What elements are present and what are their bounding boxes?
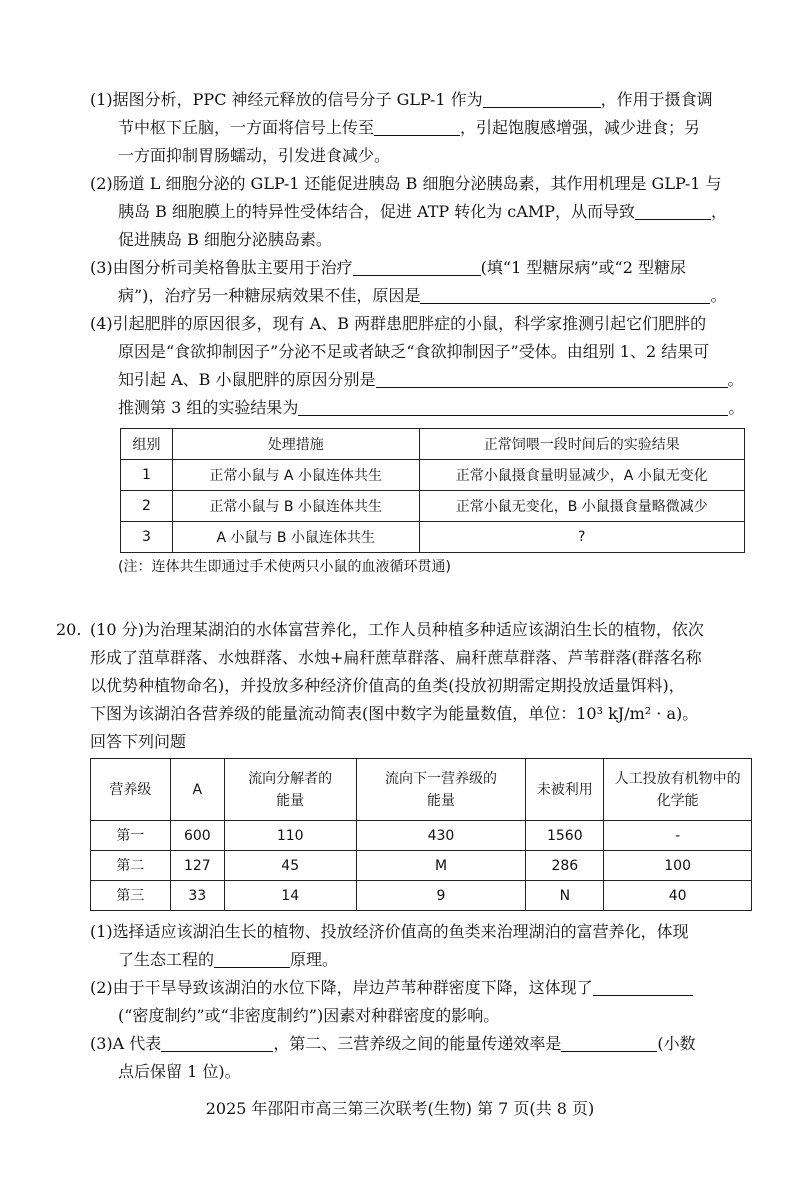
q1-part2-line2: 胰岛 B 细胞膜上的特异性受体结合，促进 ATP 转化为 cAMP，从而导致 ，: [118, 202, 727, 221]
q20-part2-line2: (“密度制约”或“非密度制约”)因素对种群密度的影响。: [118, 1006, 500, 1025]
table-cell: 1560: [526, 821, 604, 851]
table-cell: 430: [356, 821, 526, 851]
q1-part1-line1: (1)据图分析，PPC 神经元释放的信号分子 GLP-1 作为 ，作用于摄食调: [90, 90, 713, 109]
table-header-cell: 正常饲喂一段时间后的实验结果: [419, 429, 745, 460]
q1-part1-line3: 一方面抑制胃肠蠕动，引发进食减少。: [118, 146, 391, 165]
table-header-row: [121, 429, 745, 460]
q1-part4-line1: (4)引起肥胖的原因很多，现有 A、B 两群患肥胖症的小鼠，科学家推测引起它们肥胖的: [90, 314, 707, 333]
table-cell: 45: [224, 851, 356, 881]
table-cell: A 小鼠与 B 小鼠连体共生: [172, 522, 419, 553]
q1-part2-line3: 促进胰岛 B 细胞分泌胰岛素。: [118, 230, 332, 249]
table-cell: 600: [170, 821, 224, 851]
q20-line2: 形成了菹草群落、水烛群落、水烛+扁秆蔗草群落、扁秆蔗草群落、芦苇群落(群落名称: [90, 648, 702, 667]
q20-line1: (10 分)为治理某湖泊的水体富营养化，工作人员种植多种适应该湖泊生长的植物，依次: [90, 620, 704, 639]
answer-blank: [483, 89, 601, 108]
table-header-cell: 处理措施: [172, 429, 419, 460]
q20-line3: 以优势种植物命名)，并投放多种经济价值高的鱼类(投放初期需定期投放适量饵料)，: [90, 676, 685, 695]
table-cell: 正常小鼠与 A 小鼠连体共生: [172, 460, 419, 491]
table-cell: 2: [121, 491, 173, 522]
table-cell: 正常小鼠与 B 小鼠连体共生: [172, 491, 419, 522]
table-cell: 正常小鼠摄食量明显减少，A 小鼠无变化: [419, 460, 745, 491]
q1-part4-line3: 知引起 A、B 小鼠肥胖的原因分别是 。: [118, 370, 744, 389]
answer-blank: [635, 201, 711, 220]
table-header-cell: 流向分解者的能量: [224, 759, 356, 821]
answer-blank: [376, 369, 728, 388]
table-cell: N: [526, 881, 604, 911]
table-header-cell: 流向下一营养级的能量: [356, 759, 526, 821]
table-cell: 第三: [91, 881, 171, 911]
energy-unit: 10³ kJ/m² · a: [576, 704, 676, 723]
table-cell: 14: [224, 881, 356, 911]
answer-blank: [374, 117, 460, 136]
table-cell: M: [356, 851, 526, 881]
answer-blank: [161, 1033, 273, 1052]
q20-number: 20.: [56, 620, 82, 639]
table-row: [121, 491, 745, 522]
table-cell: 33: [170, 881, 224, 911]
table-cell: 40: [604, 881, 752, 911]
table-cell: 第二: [91, 851, 171, 881]
table-header-cell: 组别: [121, 429, 173, 460]
answer-blank: [298, 397, 728, 416]
table-cell: 286: [526, 851, 604, 881]
table-cell: 110: [224, 821, 356, 851]
q1-part4-line2: 原因是“食欲抑制因子”分泌不足或者缺乏“食欲抑制因子”受体。由组别 1、2 结果可: [118, 342, 710, 361]
table-cell: 127: [170, 851, 224, 881]
page-footer: 2025 年邵阳市高三第三次联考(生物) 第 7 页(共 8 页): [205, 1099, 595, 1118]
q20-line4: 下图为该湖泊各营养级的能量流动简表(图中数字为能量数值，单位：10³ kJ/m² · a)。: [90, 704, 699, 723]
table-note: (注：连体共生即通过手术使两只小鼠的血液循环贯通): [118, 559, 451, 575]
q1-part3-line2: 病”)，治疗另一种糖尿病效果不佳，原因是 。: [118, 286, 727, 305]
table-row: [91, 881, 752, 911]
answer-blank: [353, 257, 481, 276]
answer-blank: [561, 1033, 657, 1052]
table-header-cell: 人工投放有机物中的化学能: [604, 759, 752, 821]
table-cell: 正常小鼠无变化，B 小鼠摄食量略微减少: [419, 491, 745, 522]
table-cell: 第一: [91, 821, 171, 851]
q20-part3-line2: 点后保留 1 位)。: [118, 1062, 241, 1081]
q20-part1-line1: (1)选择适应该湖泊生长的植物、投放经济价值高的鱼类来治理湖泊的富营养化，体现: [90, 922, 689, 941]
table-row: [121, 460, 745, 491]
table-cell: ?: [419, 522, 745, 553]
table-header-cell: 营养级: [91, 759, 171, 821]
q1-part3-line1: (3)由图分析司美格鲁肽主要用于治疗 (填“1 型糖尿病”或“2 型糖尿: [90, 258, 686, 277]
q1-part1-line2: 节中枢下丘脑，一方面将信号上传至 ，引起饱腹感增强，减少进食；另: [118, 118, 701, 137]
table-header-cell: A: [170, 759, 224, 821]
energy-flow-table: [90, 758, 752, 911]
q20-part2-line1: (2)由于干旱导致该湖泊的水位下降，岸边芦苇种群密度下降，这体现了: [90, 974, 693, 1002]
table-row: [91, 821, 752, 851]
table-row: [91, 851, 752, 881]
table-cell: 3: [121, 522, 173, 553]
table-cell: 9: [356, 881, 526, 911]
q20-part1-line2: 了生态工程的 原理。: [118, 950, 339, 969]
table-cell: -: [604, 821, 752, 851]
q1-part2-line1: (2)肠道 L 细胞分泌的 GLP-1 还能促进胰岛 B 细胞分泌胰岛素，其作用机理是 GLP-1 与: [90, 174, 722, 193]
table-cell: 100: [604, 851, 752, 881]
table-row: [121, 522, 745, 553]
answer-blank: [420, 285, 710, 304]
answer-blank: [214, 949, 290, 968]
q1-part4-line4: 推测第 3 组的实验结果为 。: [118, 398, 745, 417]
q20-line5: 回答下列问题: [90, 732, 187, 751]
q20-part3-line1: (3)A 代表 ，第二、三营养级之间的能量传递效率是 (小数: [90, 1034, 696, 1053]
table-header-row: [91, 759, 752, 821]
table-cell: 1: [121, 460, 173, 491]
experiment-table: [120, 428, 745, 553]
table-header-cell: 未被利用: [526, 759, 604, 821]
answer-blank: [593, 977, 693, 996]
